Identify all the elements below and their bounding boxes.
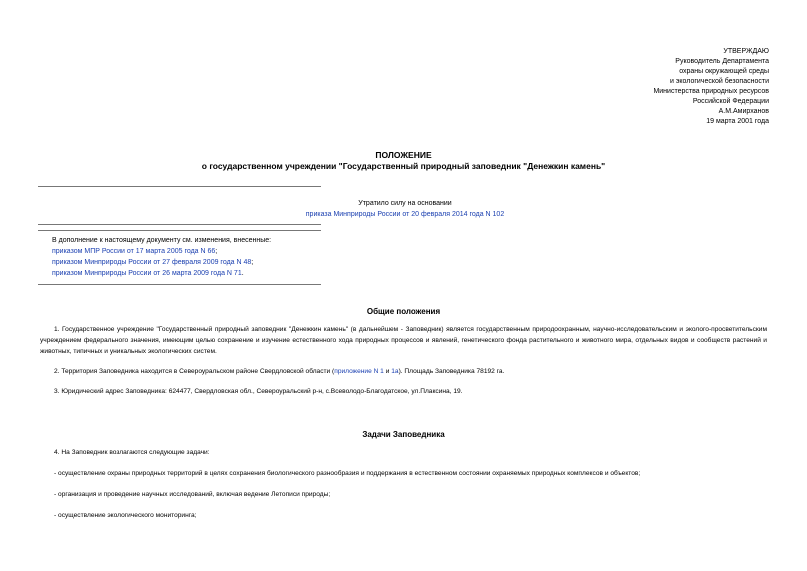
divider <box>38 230 321 231</box>
paragraph-4: 4. На Заповедник возлагаются следующие задачи: <box>54 449 210 456</box>
changes-block <box>52 235 271 279</box>
change-link[interactable]: приказом Минприроды России от 27 февраля 2009 года N 48 <box>52 259 252 266</box>
divider <box>38 186 321 187</box>
approval-line: 19 марта 2001 года <box>706 118 769 125</box>
lost-force-link[interactable]: приказа Минприроды России от 20 февраля 2014 года N 102 <box>305 211 505 218</box>
change-item: приказом Минприроды России от 26 марта 2009 года N 71. <box>52 270 244 277</box>
approval-block <box>509 47 769 127</box>
lost-force-text: Утратило силу на основании <box>358 200 452 207</box>
change-item: приказом Минприроды России от 27 февраля 2009 года N 48; <box>52 259 254 266</box>
section-heading: Общие положения <box>366 307 441 316</box>
change-link[interactable]: приказом Минприроды России от 26 марта 2009 года N 71 <box>52 270 242 277</box>
task-item: - осуществление экологического мониторинга; <box>54 512 197 519</box>
approval-line: Российской Федерации <box>692 98 769 105</box>
approval-line: охраны окружающей среды <box>679 68 769 75</box>
document-subtitle: о государственном учреждении "Государственный природный заповедник "Денежкин камень" <box>201 161 606 171</box>
approval-line: Министерства природных ресурсов <box>653 88 769 95</box>
divider <box>38 224 321 225</box>
task-item: - осуществление охраны природных территорий в целях сохранения биологического разнообразия и поддержания в естественном состоянии охраняемых природных комплексов и объектов; <box>54 470 641 477</box>
divider <box>38 284 321 285</box>
change-item: приказом МПР России от 17 марта 2005 года N 66; <box>52 248 218 255</box>
section-heading: Задачи Заповедника <box>362 430 445 439</box>
approval-line: Руководитель Департамента <box>675 58 769 65</box>
changes-intro: В дополнение к настоящему документу см. изменения, внесенные: <box>52 237 272 244</box>
paragraph-1: 1. Государственное учреждение "Государственный природный заповедник "Денежкин камень" (в дальнейшем - Заповедник) является государственным природоохранным, научно-исследовательским и эколого-просветительским учреждением федерального значения, имеющим целью сохранение и изучение естественного хода природных процессов и явлений, генетического фонда растительного и животного мира, отдельных видов и сообществ растений и животных, типичных и уникальных экологических систем. <box>40 326 767 355</box>
appendix-link-1[interactable]: приложение N 1 <box>334 368 384 375</box>
change-link[interactable]: приказом МПР России от 17 марта 2005 года N 66 <box>52 248 216 255</box>
document-title: ПОЛОЖЕНИЕ <box>375 150 432 160</box>
approval-line: УТВЕРЖДАЮ <box>723 48 769 55</box>
task-item: - организация и проведение научных исследований, включая ведение Летописи природы; <box>54 491 331 498</box>
approval-line: и экологической безопасности <box>669 78 769 85</box>
approval-line: А.М.Амирханов <box>718 108 769 115</box>
paragraph-3: 3. Юридический адрес Заповедника: 624477, Свердловская обл., Североуральский р-н, с.Всеволодо-Благодатское, ул.Плаксина, 19. <box>54 388 463 395</box>
paragraph-2: 2. Территория Заповедника находится в Североуральском районе Свердловской области (приложение N 1 и 1а). Площадь Заповедника 78192 га. <box>54 368 505 375</box>
appendix-link-1a[interactable]: 1а <box>391 368 399 375</box>
